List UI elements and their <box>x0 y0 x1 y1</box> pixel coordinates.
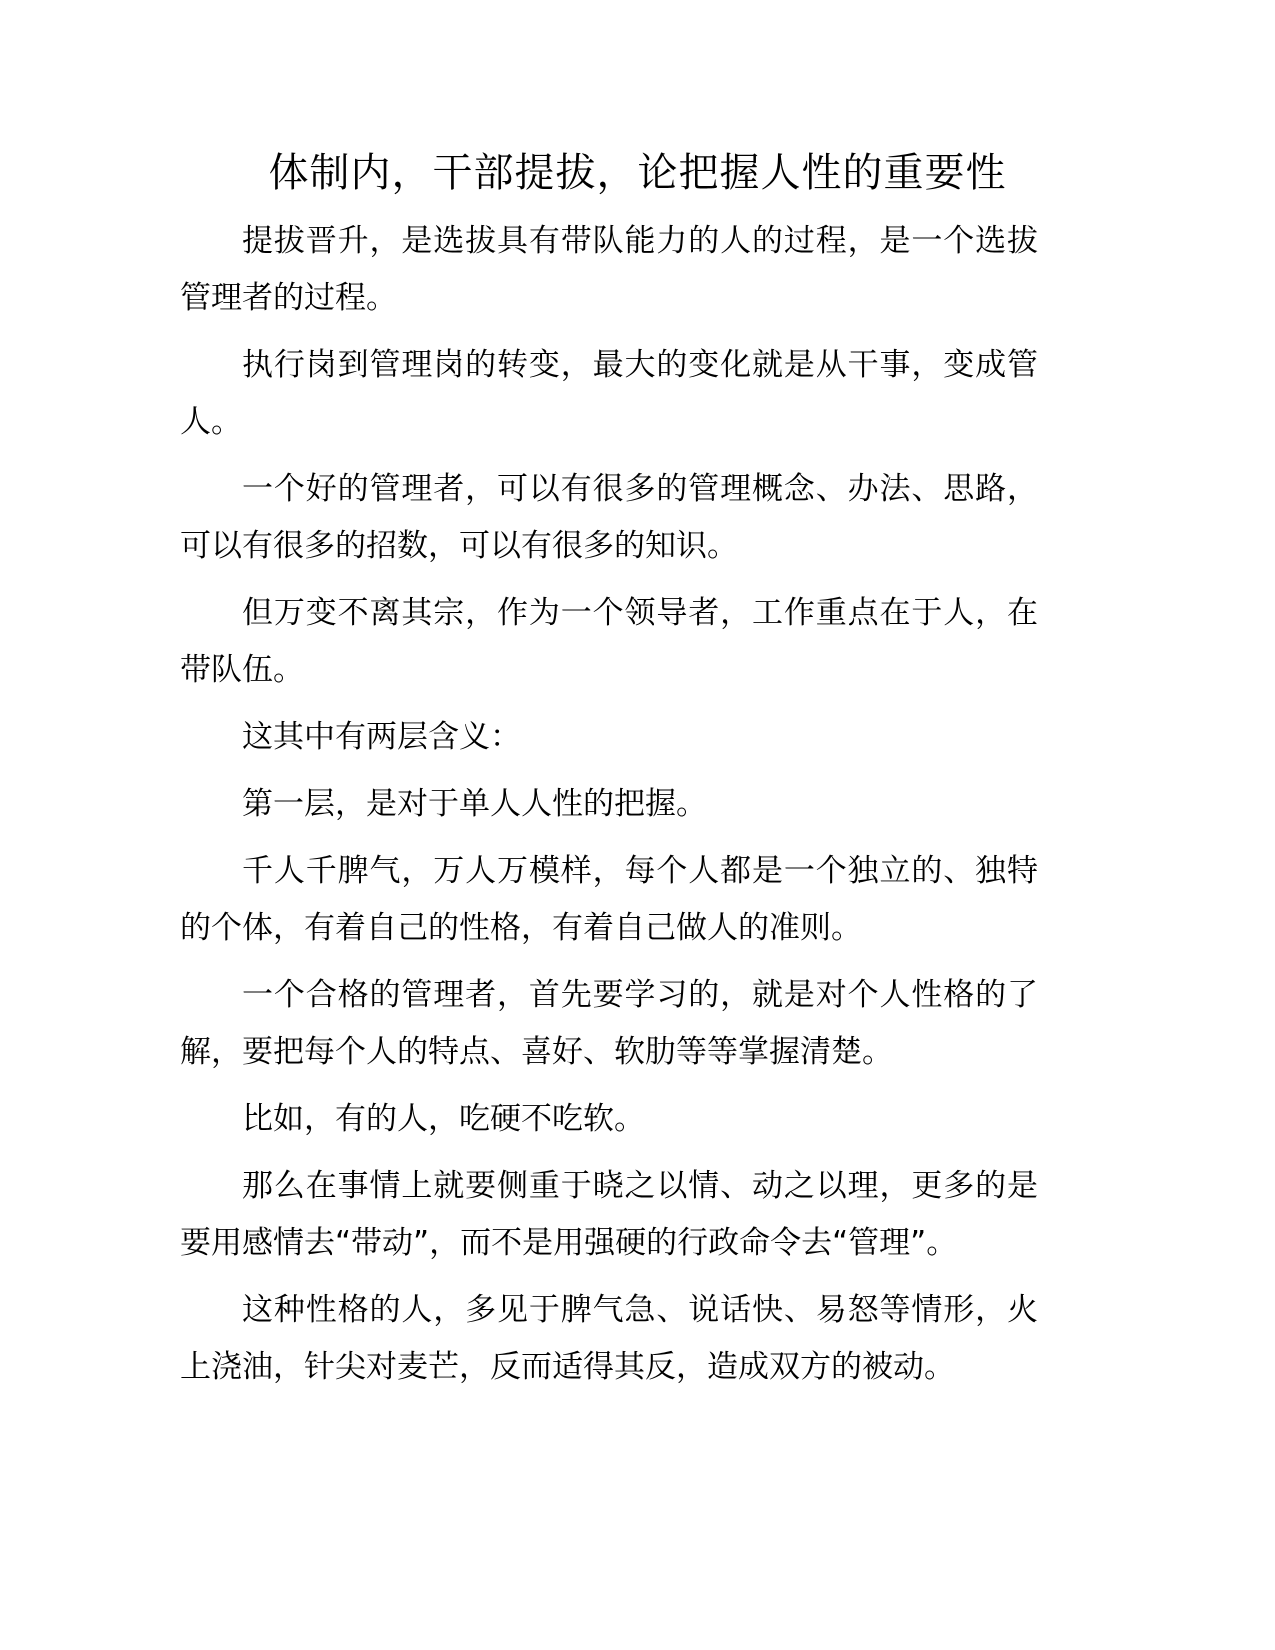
paragraph-4: 但万变不离其宗，作为一个领导者，工作重点在于人，在带队伍。 <box>180 595 1038 688</box>
paragraph-9: 比如，有的人，吃硬不吃软。 <box>242 1101 645 1137</box>
paragraph-5: 这其中有两层含义： <box>242 719 521 755</box>
paragraph-3: 一个好的管理者，可以有很多的管理概念、办法、思路，可以有很多的招数，可以有很多的知识。 <box>180 471 1038 564</box>
document-body <box>180 213 1038 1406</box>
document-title: 体制内，干部提拔，论把握人性的重要性 <box>268 150 1007 196</box>
paragraph-8: 一个合格的管理者，首先要学习的，就是对个人性格的了解，要把每个人的特点、喜好、软肋等等掌握清楚。 <box>180 977 1038 1070</box>
paragraph-6: 第一层，是对于单人人性的把握。 <box>242 786 707 822</box>
paragraph-2: 执行岗到管理岗的转变，最大的变化就是从干事，变成管人。 <box>180 347 1038 440</box>
paragraph-10: 那么在事情上就要侧重于晓之以情、动之以理，更多的是要用感情去“带动”，而不是用强硬的行政命令去“管理”。 <box>180 1168 1038 1261</box>
paragraph-7: 千人千脾气，万人万模样，每个人都是一个独立的、独特的个体，有着自己的性格，有着自己做人的准则。 <box>180 853 1038 946</box>
paragraph-11: 这种性格的人，多见于脾气急、说话快、易怒等情形，火上浇油，针尖对麦芒，反而适得其反，造成双方的被动。 <box>180 1292 1038 1385</box>
paragraph-1: 提拔晋升，是选拔具有带队能力的人的过程，是一个选拔管理者的过程。 <box>180 223 1038 316</box>
